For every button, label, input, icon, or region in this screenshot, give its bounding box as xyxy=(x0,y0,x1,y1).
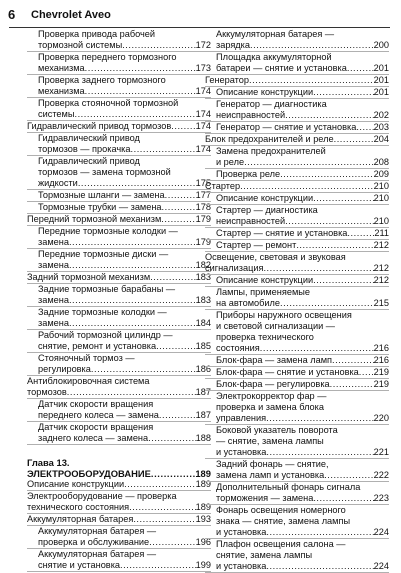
toc-entry-text: технического состояния xyxy=(27,502,130,512)
toc-entry xyxy=(27,376,211,399)
toc-entry-text: Передние тормозные диски — xyxy=(38,249,169,259)
toc-page-number: 202 xyxy=(373,110,389,120)
dot-leader xyxy=(334,134,374,145)
page-header xyxy=(0,0,401,28)
toc-entry-text: торможения — замена xyxy=(216,493,314,503)
toc-page-number: 210 xyxy=(373,193,389,203)
toc-entry xyxy=(205,52,389,75)
toc-entry-text: замена ламп и установка xyxy=(216,470,325,480)
toc-entry-text: механизма xyxy=(38,86,85,96)
toc-entry xyxy=(27,479,211,491)
toc-entry-text: неисправностей xyxy=(216,110,286,120)
toc-entry xyxy=(27,491,211,514)
toc-entry-text: Генератор xyxy=(205,75,249,85)
toc-page-number: 185 xyxy=(195,341,211,351)
toc-entry-text: Стояночный тормоз — xyxy=(38,353,135,363)
toc-entry-text: Аккумуляторная батарея xyxy=(27,514,134,524)
toc-page-number: 204 xyxy=(373,134,389,144)
toc-page-number: 208 xyxy=(373,157,389,167)
dot-leader xyxy=(249,75,374,86)
toc-entry xyxy=(205,228,389,240)
dot-leader xyxy=(69,237,196,248)
toc-page-number: 219 xyxy=(373,367,389,377)
dot-leader xyxy=(165,190,196,201)
dot-leader xyxy=(149,537,195,548)
dot-leader xyxy=(347,228,374,239)
toc-entry xyxy=(27,202,211,214)
toc-page-number: 215 xyxy=(373,298,389,308)
header-divider xyxy=(9,27,390,28)
toc-entry xyxy=(205,539,389,573)
toc-entry xyxy=(205,205,389,228)
dot-leader xyxy=(330,379,374,390)
toc-entry xyxy=(205,367,389,379)
toc-entry-text: на автомобиле xyxy=(216,298,281,308)
toc-entry-text: управления xyxy=(216,413,267,423)
toc-entry-text: регулировка xyxy=(38,364,91,374)
toc-entry-text: Описание конструкции xyxy=(216,87,314,97)
toc-page-number: 203 xyxy=(373,122,389,132)
toc-entry xyxy=(27,526,211,549)
dot-leader xyxy=(69,260,196,271)
toc-entry xyxy=(27,29,211,52)
toc-entry-text: Приборы наружного освещения xyxy=(216,310,352,320)
toc-entry xyxy=(27,156,211,190)
toc-entry-text: Описание конструкции xyxy=(216,275,314,285)
toc-page-number: 183 xyxy=(195,295,211,305)
toc-entry-text: ЭЛЕКТРООБОРУДОВАНИЕ xyxy=(27,468,151,479)
toc-entry-text: Датчик скорости вращения xyxy=(38,422,154,432)
toc-entry xyxy=(205,75,389,87)
dot-leader xyxy=(91,364,196,375)
toc-page-number: 188 xyxy=(195,433,211,443)
toc-page-number: 174 xyxy=(195,144,211,154)
dot-leader xyxy=(250,40,374,51)
dot-leader xyxy=(151,468,195,479)
dot-leader xyxy=(260,343,374,354)
toc-entry-text: Передние тормозные колодки — xyxy=(38,226,178,236)
toc-entry-text: переднего колеса — замена xyxy=(38,410,159,420)
toc-page-number: 222 xyxy=(373,470,389,480)
toc-entry xyxy=(205,99,389,122)
toc-entry-text: Гидравлический привод xyxy=(38,133,140,143)
toc-entry-text: зарядка xyxy=(216,40,250,50)
toc-entry xyxy=(205,181,389,193)
toc-entry-text: Замена предохранителей xyxy=(216,146,326,156)
dot-leader xyxy=(285,216,374,227)
dot-leader xyxy=(313,493,373,504)
toc-entry-text: сигнализация xyxy=(205,263,264,273)
toc-entry-text: проверка технического xyxy=(216,332,314,342)
toc-chapter-heading xyxy=(27,457,211,479)
toc-page-number: 223 xyxy=(373,493,389,503)
toc-page-number: 182 xyxy=(195,260,211,270)
toc-entry xyxy=(205,287,389,310)
toc-entry-text: Датчик скорости вращения xyxy=(38,399,154,409)
toc-entry xyxy=(205,29,389,52)
toc-entry-text: проверка и обслуживание xyxy=(38,537,150,547)
dot-leader xyxy=(244,157,374,168)
toc-entry-text: Стартер — ремонт xyxy=(216,240,297,250)
toc-entry-text: замена xyxy=(38,318,69,328)
toc-entry xyxy=(27,330,211,353)
toc-entry-text: Фонарь освещения номерного xyxy=(216,505,346,515)
toc-entry-text: замена xyxy=(38,295,69,305)
toc-page-number: 186 xyxy=(195,364,211,374)
dot-leader xyxy=(120,560,196,571)
toc-page-number: 212 xyxy=(373,275,389,285)
dot-leader xyxy=(150,272,195,283)
toc-entry-text: неисправностей xyxy=(216,216,286,226)
dot-leader xyxy=(85,86,196,97)
toc-entry xyxy=(205,379,389,391)
toc-entry-text: знака — снятие, замена лампы xyxy=(216,516,351,526)
dot-leader xyxy=(313,275,374,286)
toc-entry-text: Задний тормозной механизм xyxy=(27,272,151,282)
toc-entry xyxy=(27,226,211,249)
toc-entry xyxy=(27,52,211,75)
dot-leader xyxy=(280,169,374,180)
toc-page-number: 196 xyxy=(195,537,211,547)
toc-entry-text: Гидравлический привод xyxy=(38,156,140,166)
toc-entry-text: Аккумуляторная батарея — xyxy=(38,526,157,536)
toc-entry-text: тормозов — прокачка xyxy=(38,144,131,154)
toc-entry-text: — снятие, замена лампы xyxy=(216,436,324,446)
toc-entry xyxy=(27,353,211,376)
page-number: 6 xyxy=(8,7,16,22)
dot-leader xyxy=(263,263,373,274)
toc-entry xyxy=(205,169,389,181)
toc-entry xyxy=(205,240,389,252)
toc-entry-text: и световой сигнализации — xyxy=(216,321,335,331)
toc-entry-text: Проверка стояночной тормозной xyxy=(38,98,179,108)
toc-entry-text: состояния xyxy=(216,343,260,353)
toc-entry-text: тормозов xyxy=(27,387,67,397)
toc-entry xyxy=(205,310,389,355)
toc-entry-text: батареи — снятие и установка xyxy=(216,63,347,73)
book-title: Chevrolet Aveo xyxy=(31,9,111,21)
toc-entry-text: Дополнительный фонарь сигнала xyxy=(216,482,361,492)
toc-page-number: 179 xyxy=(195,237,211,247)
toc-page-number: 219 xyxy=(373,379,389,389)
dot-leader xyxy=(280,298,374,309)
dot-leader xyxy=(129,502,196,513)
toc-page-number: 201 xyxy=(373,75,389,85)
dot-leader xyxy=(266,413,374,424)
dot-leader xyxy=(69,295,196,306)
toc-entry-text: проверка и замена блока xyxy=(216,402,324,412)
toc-entry-text: снятие и установка xyxy=(38,560,121,570)
toc-entry xyxy=(205,122,389,134)
dot-leader xyxy=(266,561,373,572)
toc-entry xyxy=(27,284,211,307)
toc-page-number: 178 xyxy=(195,202,211,212)
toc-entry-text: Площадка аккумуляторной xyxy=(216,52,332,62)
toc-entry-text: Рабочий тормозной цилиндр — xyxy=(38,330,173,340)
toc-page-number: 212 xyxy=(373,263,389,273)
dot-leader xyxy=(359,367,374,378)
dot-leader xyxy=(266,447,373,458)
toc-entry-text: Задний фонарь — снятие, xyxy=(216,459,329,469)
toc-entry-text: Блок предохранителей и реле xyxy=(205,134,334,144)
toc-entry-text: и реле xyxy=(216,157,245,167)
dot-leader xyxy=(171,121,195,132)
toc-entry-text: тормозов — замена тормозной xyxy=(38,167,171,177)
toc-page-number: 189 xyxy=(195,468,211,479)
toc-page-number: 224 xyxy=(373,561,389,571)
toc-column-left xyxy=(27,29,211,572)
dot-leader xyxy=(162,202,196,213)
toc-entry-text: Блок-фара — регулировка xyxy=(216,379,330,389)
toc-entry xyxy=(27,214,211,226)
toc-entry-text: Плафон освещения салона — xyxy=(216,539,346,549)
toc-entry-text: Глава 13. xyxy=(27,457,70,468)
toc-entry-text: системы xyxy=(38,109,75,119)
toc-page-number: 175 xyxy=(195,178,211,188)
toc-entry xyxy=(27,422,211,445)
toc-entry-text: и установка xyxy=(216,527,267,537)
toc-entry-text: Аккумуляторная батарея — xyxy=(38,549,157,559)
toc-entry-text: Электрооборудование — проверка xyxy=(27,491,177,501)
toc-entry-text: Описание конструкции xyxy=(216,193,314,203)
toc-page-number: 216 xyxy=(373,355,389,365)
toc-entry xyxy=(205,482,389,505)
toc-entry xyxy=(205,391,389,425)
dot-leader xyxy=(161,214,195,225)
toc-column-right xyxy=(205,29,389,573)
toc-entry xyxy=(205,505,389,539)
toc-entry-text: Проверка переднего тормозного xyxy=(38,52,177,62)
toc-page-number: 172 xyxy=(195,40,211,50)
dot-leader xyxy=(313,87,374,98)
toc-entry-text: Передний тормозной механизм xyxy=(27,214,162,224)
toc-page-number: 209 xyxy=(373,169,389,179)
toc-entry-text: снятие, замена лампы xyxy=(216,550,313,560)
dot-leader xyxy=(78,178,196,189)
toc-entry-text: Гидравлический привод тормозов xyxy=(27,121,172,131)
toc-entry xyxy=(27,307,211,330)
toc-entry xyxy=(27,75,211,98)
dot-leader xyxy=(156,341,196,352)
dot-leader xyxy=(122,40,195,51)
toc-page-number: 173 xyxy=(195,63,211,73)
toc-entry-text: тормозной системы xyxy=(38,40,123,50)
toc-entry xyxy=(205,134,389,146)
dot-leader xyxy=(356,122,373,133)
toc-page-number: 210 xyxy=(373,216,389,226)
toc-entry-text: и установка xyxy=(216,561,267,571)
toc-page-number: 216 xyxy=(373,343,389,353)
toc-entry xyxy=(205,146,389,169)
toc-entry xyxy=(205,275,389,287)
toc-entry-text: Генератор — снятие и установка xyxy=(216,122,357,132)
toc-page-number: 224 xyxy=(373,527,389,537)
toc-entry-text: Стартер — снятие и установка xyxy=(216,228,348,238)
toc-entry xyxy=(205,252,389,275)
toc-page-number: 199 xyxy=(195,560,211,570)
toc-entry-text: Задние тормозные колодки — xyxy=(38,307,167,317)
toc-entry xyxy=(27,549,211,572)
toc-entry-text: жидкости xyxy=(38,178,78,188)
toc-entry xyxy=(27,249,211,272)
toc-entry-text: Описание конструкции xyxy=(27,479,125,489)
toc-entry xyxy=(27,399,211,422)
toc-page-number: 211 xyxy=(374,228,389,238)
toc-page-number: 183 xyxy=(195,272,211,282)
dot-leader xyxy=(124,479,196,490)
toc-page-number: 184 xyxy=(195,318,211,328)
toc-entry-text: механизма xyxy=(38,63,85,73)
toc-page-number: 174 xyxy=(195,121,211,131)
dot-leader xyxy=(74,109,195,120)
toc-entry-text: Блок-фара — замена ламп xyxy=(216,355,333,365)
toc-entry-text: Тормозные трубки — замена xyxy=(38,202,162,212)
toc-page-number: 220 xyxy=(373,413,389,423)
toc-page-number: 200 xyxy=(373,40,389,50)
toc-entry-text: замена xyxy=(38,260,69,270)
toc-entry-text: Антиблокировочная система xyxy=(27,376,150,386)
dot-leader xyxy=(332,355,374,366)
toc-page-number: 212 xyxy=(373,240,389,250)
toc-entry-text: Освещение, световая и звуковая xyxy=(205,252,346,262)
dot-leader xyxy=(159,410,196,421)
toc-entry xyxy=(205,355,389,367)
toc-entry-text: Лампы, применяемые xyxy=(216,287,310,297)
toc-page-number: 187 xyxy=(195,387,211,397)
toc-entry-text: Стартер xyxy=(205,181,241,191)
toc-entry-text: Проверка реле xyxy=(216,169,281,179)
toc-entry-text: Блок-фара — снятие и установка xyxy=(216,367,359,377)
toc-entry xyxy=(205,193,389,205)
dot-leader xyxy=(67,387,196,398)
toc-entry xyxy=(27,121,211,133)
toc-page-number: 177 xyxy=(195,190,211,200)
dot-leader xyxy=(266,527,373,538)
dot-leader xyxy=(148,433,196,444)
dot-leader xyxy=(240,181,374,192)
dot-leader xyxy=(347,63,374,74)
toc-entry-text: Проверка заднего тормозного xyxy=(38,75,166,85)
toc-page-number: 189 xyxy=(195,479,211,489)
dot-leader xyxy=(133,514,195,525)
toc-entry xyxy=(205,459,389,482)
toc-page-number: 201 xyxy=(373,63,389,73)
toc-page-number: 193 xyxy=(195,514,211,524)
toc-entry xyxy=(27,190,211,202)
toc-page-number: 189 xyxy=(195,502,211,512)
toc-entry xyxy=(27,272,211,284)
toc-entry-text: Генератор — диагностика xyxy=(216,99,327,109)
dot-leader xyxy=(313,193,374,204)
toc-entry-text: и установка xyxy=(216,447,267,457)
toc-entry-text: снятие, ремонт и установка xyxy=(38,341,157,351)
toc-entry-text: Проверка привода рабочей xyxy=(38,29,156,39)
toc-entry-text: замена xyxy=(38,237,69,247)
toc-entry-text: Боковой указатель поворота xyxy=(216,425,338,435)
dot-leader xyxy=(85,63,196,74)
dot-leader xyxy=(130,144,195,155)
toc-entry-text: Стартер — диагностика xyxy=(216,205,318,215)
toc-entry-text: Тормозные шланги — замена xyxy=(38,190,165,200)
toc-page-number: 174 xyxy=(195,109,211,119)
dot-leader xyxy=(324,470,373,481)
dot-leader xyxy=(296,240,373,251)
toc-page-number: 221 xyxy=(373,447,389,457)
toc-page-number: 179 xyxy=(195,214,211,224)
toc-page-number: 174 xyxy=(195,86,211,96)
toc-entry-text: Задние тормозные барабаны — xyxy=(38,284,176,294)
dot-leader xyxy=(69,318,196,329)
toc-entry xyxy=(27,98,211,121)
toc-entry-text: Электрокорректор фар — xyxy=(216,391,327,401)
toc-page-number: 210 xyxy=(373,181,389,191)
toc-entry-text: Аккумуляторная батарея — xyxy=(216,29,335,39)
toc-page-number: 201 xyxy=(373,87,389,97)
toc-entry xyxy=(27,514,211,526)
toc-entry xyxy=(27,133,211,156)
toc-entry-text: заднего колеса — замена xyxy=(38,433,149,443)
dot-leader xyxy=(285,110,374,121)
toc-page-number: 187 xyxy=(195,410,211,420)
toc-entry xyxy=(205,425,389,459)
toc-entry xyxy=(205,87,389,99)
